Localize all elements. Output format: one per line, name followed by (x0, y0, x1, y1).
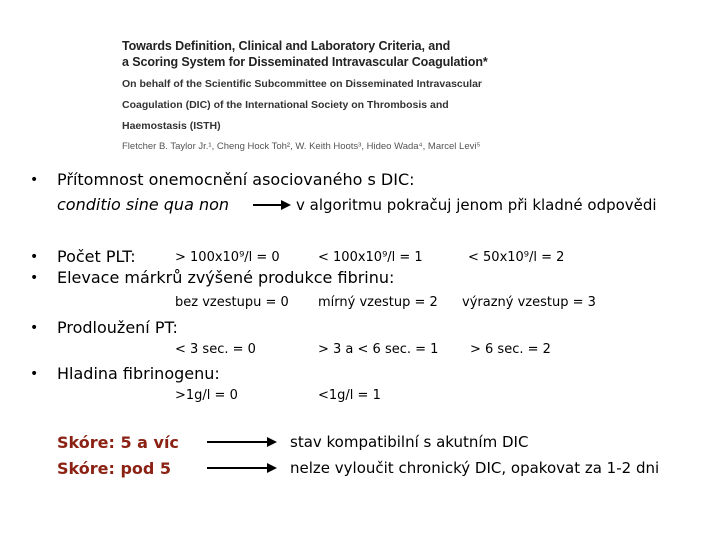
presence-heading: Přítomnost onemocnění asociovaného s DIC: (57, 170, 415, 189)
fibrinogen-option-2: <1g/l = 1 (318, 388, 381, 403)
plt-option-1: > 100x10⁹/l = 0 (175, 250, 280, 265)
pt-label: Prodloužení PT: (57, 318, 178, 337)
presence-condition: conditio sine qua non (57, 195, 230, 214)
fibrin-option-3: výrazný vzestup = 3 (462, 295, 596, 310)
pt-option-2: > 3 a < 6 sec. = 1 (318, 342, 439, 357)
fibrinogen-label: Hladina fibrinogenu: (57, 364, 220, 383)
citation-subtitle-line-2: Coagulation (DIC) of the International Society on Thrombosis and (122, 99, 449, 111)
bullet-fibrin: • (30, 270, 39, 286)
pt-option-1: < 3 sec. = 0 (175, 342, 256, 357)
arrow-icon (253, 198, 293, 212)
score-high-label: Skóre: 5 a víc (57, 433, 179, 452)
fibrinogen-option-1: >1g/l = 0 (175, 388, 238, 403)
citation-title-line-1: Towards Definition, Clinical and Laboratory Criteria, and (122, 39, 451, 53)
arrow-icon (207, 435, 279, 449)
score-low-label: Skóre: pod 5 (57, 459, 172, 478)
bullet-plt: • (30, 249, 39, 265)
citation-title-line-2: a Scoring System for Disseminated Intravascular Coagulation* (122, 55, 488, 69)
citation-header (122, 38, 542, 153)
arrow-icon (207, 461, 279, 475)
score-high-result: stav kompatibilní s akutním DIC (290, 433, 529, 451)
pt-option-3: > 6 sec. = 2 (470, 342, 551, 357)
score-low-result: nelze vyloučit chronický DIC, opakovat za 1-2 dni (290, 459, 660, 477)
citation-subtitle-line-1: On behalf of the Scientific Subcommittee on Disseminated Intravascular (122, 78, 482, 90)
fibrin-option-1: bez vzestupu = 0 (175, 295, 289, 310)
citation-subtitle-line-3: Haemostasis (ISTH) (122, 120, 221, 132)
plt-option-2: < 100x10⁹/l = 1 (318, 250, 423, 265)
fibrin-option-2: mírný vzestup = 2 (318, 295, 438, 310)
bullet-fibrinogen: • (30, 366, 39, 382)
bullet-presence: • (30, 172, 39, 188)
plt-option-3: < 50x10⁹/l = 2 (468, 250, 565, 265)
citation-authors: Fletcher B. Taylor Jr.¹, Cheng Hock Toh², W. Keith Hoots³, Hideo Wada⁴, Marcel Levi⁵ (122, 141, 481, 152)
presence-note: v algoritmu pokračuj jenom při kladné odpovědi (296, 196, 657, 214)
plt-label: Počet PLT: (57, 247, 136, 266)
fibrin-label: Elevace márkrů zvýšené produkce fibrinu: (57, 268, 395, 287)
bullet-pt: • (30, 320, 39, 336)
